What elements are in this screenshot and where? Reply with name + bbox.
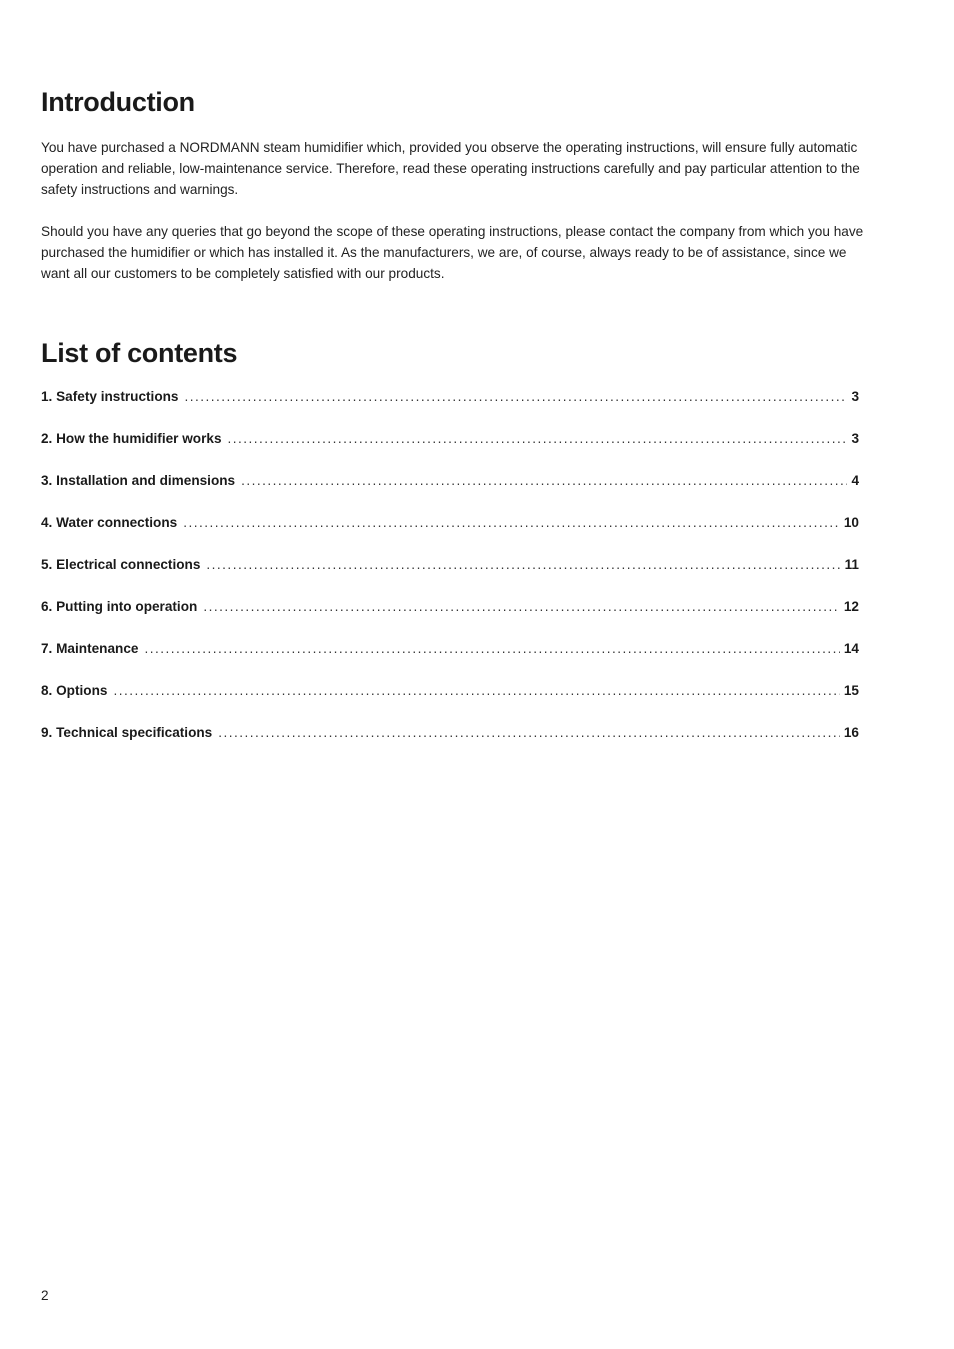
toc-entry-page: 16	[843, 725, 859, 740]
toc-entry-page: 15	[843, 683, 859, 698]
toc-entry-label: 4. Water connections	[41, 515, 178, 530]
introduction-paragraph: You have purchased a NORDMANN steam humidifier which, provided you observe the operating instructions, will ensure fully automatic operation and reliable, low-maintenance service. Therefore, read these operating instructions carefully and pay particular attention to the safety instructions and warnings.	[41, 140, 860, 197]
toc-entry-page: 14	[843, 641, 859, 656]
table-of-contents	[41, 389, 859, 767]
page-number: 2	[41, 1288, 49, 1303]
toc-entry-page: 3	[851, 431, 859, 446]
toc-entry-label: 2. How the humidifier works	[41, 431, 222, 446]
toc-entry-page: 10	[843, 515, 859, 530]
introduction-paragraph: Should you have any queries that go beyond the scope of these operating instructions, please contact the company from which you have purchased the humidifier or which has installed it. As the manufacturers, we are, of course, always ready to be of assistance, since we want all our customers to be completely satisfied with our products.	[41, 224, 864, 281]
toc-entry-water-connections[interactable]	[41, 515, 859, 557]
dot-leader	[218, 725, 840, 740]
dot-leader	[241, 473, 847, 488]
toc-entry-installation-and-dimensions[interactable]	[41, 473, 859, 515]
dot-leader	[228, 431, 848, 446]
toc-entry-page: 4	[851, 473, 859, 488]
dot-leader	[113, 683, 839, 698]
introduction-heading: Introduction	[41, 87, 195, 117]
toc-entry-label: 7. Maintenance	[41, 641, 139, 656]
toc-entry-page: 11	[844, 557, 859, 572]
dot-leader	[144, 641, 839, 656]
toc-entry-electrical-connections[interactable]	[41, 557, 859, 599]
toc-entry-how-the-humidifier-works[interactable]	[41, 431, 859, 473]
dot-leader	[206, 557, 840, 572]
toc-entry-label: 5. Electrical connections	[41, 557, 201, 572]
dot-leader	[183, 515, 840, 530]
toc-entry-safety-instructions[interactable]	[41, 389, 859, 431]
toc-entry-label: 3. Installation and dimensions	[41, 473, 236, 488]
toc-entry-label: 1. Safety instructions	[41, 389, 179, 404]
toc-entry-label: 8. Options	[41, 683, 108, 698]
dot-leader	[203, 599, 840, 614]
toc-entry-technical-specifications[interactable]	[41, 725, 859, 767]
toc-entry-label: 9. Technical specifications	[41, 725, 213, 740]
toc-entry-options[interactable]	[41, 683, 859, 725]
toc-entry-page: 3	[851, 389, 859, 404]
contents-heading: List of contents	[41, 338, 238, 368]
toc-entry-putting-into-operation[interactable]	[41, 599, 859, 641]
toc-entry-label: 6. Putting into operation	[41, 599, 198, 614]
toc-entry-maintenance[interactable]	[41, 641, 859, 683]
toc-entry-page: 12	[843, 599, 859, 614]
dot-leader	[184, 389, 847, 404]
